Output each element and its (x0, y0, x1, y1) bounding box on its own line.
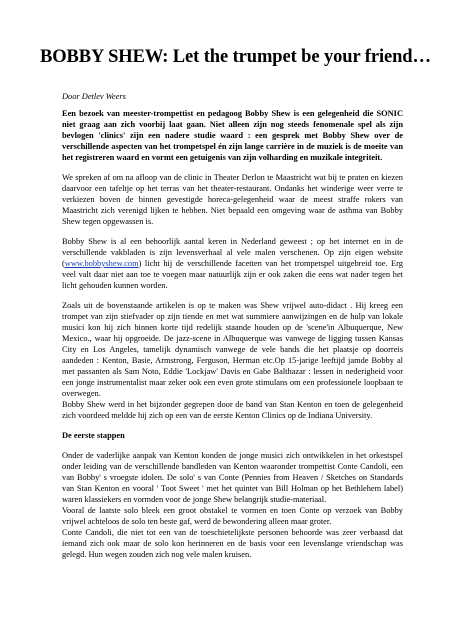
paragraph-website (62, 236, 403, 291)
website-link[interactable]: www.bobbyshew.com (64, 259, 139, 268)
article-title: BOBBY SHEW: Let the trumpet be your friend… (40, 47, 431, 67)
article-body (62, 108, 403, 569)
section-heading: De eerste stappen (62, 431, 125, 440)
paragraph-kenton: Bobby Shew werd in het bijzonder gegrepen door de band van Stan Kenton en toen de gelegenheid zich voordeed meldde hij zich op een van de eerste Kenton Clinics op de Indiana University. (62, 400, 403, 420)
paragraph-solo: Vooral de laatste solo bleek een groot obstakel te vormen en toen Conte op verzoek van Bobby vrijwel achteloos de solo ten beste gaf, werd de bewondering alleen maar groter. (62, 506, 403, 526)
paragraph-friendship: Conte Candoli, die niet tot een van de toeschietelijkste personen behoorde was zeer verbaasd dat iemand zich ook maar de solo kon herinneren en de basis voor een levenslange vriendschap was gelegd. Hun wegen zouden zich nog vele malen kruisen. (62, 528, 403, 559)
paragraph-candoli: Onder de vaderlijke aanpak van Kenton konden de jonge musici zich ontwikkelen in het orkestspel onder leiding van de verschillende bandleden van Kenton waaronder trompettist Conte Candoli, een van Bobby' s vroegste idolen. De solo' s van Conte (Pennies from Heaven / Sketches on Standards van Stan Kenton en vooral ' Toot Sweet ' met het quintet van Bill Holman op het Bethlehem label) waren klassiekers en vormden voor de jonge Shew belangrijk studie-materiaal. (62, 451, 403, 504)
lead-paragraph: Een bezoek van meester-trompettist en pedagoog Bobby Shew is een gelegenheid die SONIC niet graag aan zich voorbij laat gaan. Niet alleen zijn nog steeds fenomenale spel als zijn bevlogen 'clinics' zijn een nadere studie waard : een gesprek met Bobby Shew over de verschillende aspecten van het trompetspel én zijn lange carrière in de muziek is de moeite van het registreren waard en vormt een getuigenis van zijn volharding en muzikale integriteit. (62, 109, 403, 162)
paragraph-website-text-1: Bobby Shew is al een behoorlijk aantal keren in Nederland geweest ; op het internet en in de verschillende vakbladen is zijn levensverhaal al vele malen verschenen. Op zijn eigen website ( (62, 237, 403, 268)
article-byline: Door Detlev Weers (62, 92, 126, 101)
paragraph-website-text-2: ) licht hij de verschillende facetten van het trompetspel uitgebreid toe. Erg veel valt daar niet aan toe te voegen maar natuurlijk zijn er ook zaken die eens wat nader tegen het licht gehouden kunnen worden. (62, 259, 403, 290)
paragraph-autodidact: Zoals uit de bovenstaande artikelen is op te maken was Shew vrijwel auto-didact . Hij kreeg een trompet van zijn stiefvader op zijn tiende en met wat summiere aanwijzingen en de hulp van lokale musici kon hij zich binnen korte tijd redelijk staande houden op de 'scene'in Albuquerque, New Mexico., waar hij opgroeide. De jazz-scene in Albuquerque was vanwege de ligging tussen Kansas City en Los Angeles, tamelijk dynamisch vanwege de vele bands die het plaatsje op doorreis aandeden : Kenton, Basie, Armstrong, Ferguson, Herman etc.Op 15-jarige leeftijd jamde Bobby al met passanten als Sam Noto, Eddie 'Lockjaw' Davis en Gabe Balthazar : lessen in nederigheid voor een jonge instrumentalist maar zeker ook een even grote stimulans om een professionele loopbaan te overwegen. (62, 301, 403, 398)
paragraph-terrace: We spreken af om na afloop van de clinic in Theater Derlon te Maastricht wat bij te praten en kiezen daarvoor een tafeltje op het terras van het theater-restaurant. Ondanks het winderige weer verre te verkiezen boven de binnen gevestigde horeca-gelegenheid waar de meest straffe rokers van Maastricht zich verenigd lijken te hebben. Niet bepaald een omgeving waar de asthma van Bobby Shew tegen opgewassen is. (62, 173, 403, 226)
